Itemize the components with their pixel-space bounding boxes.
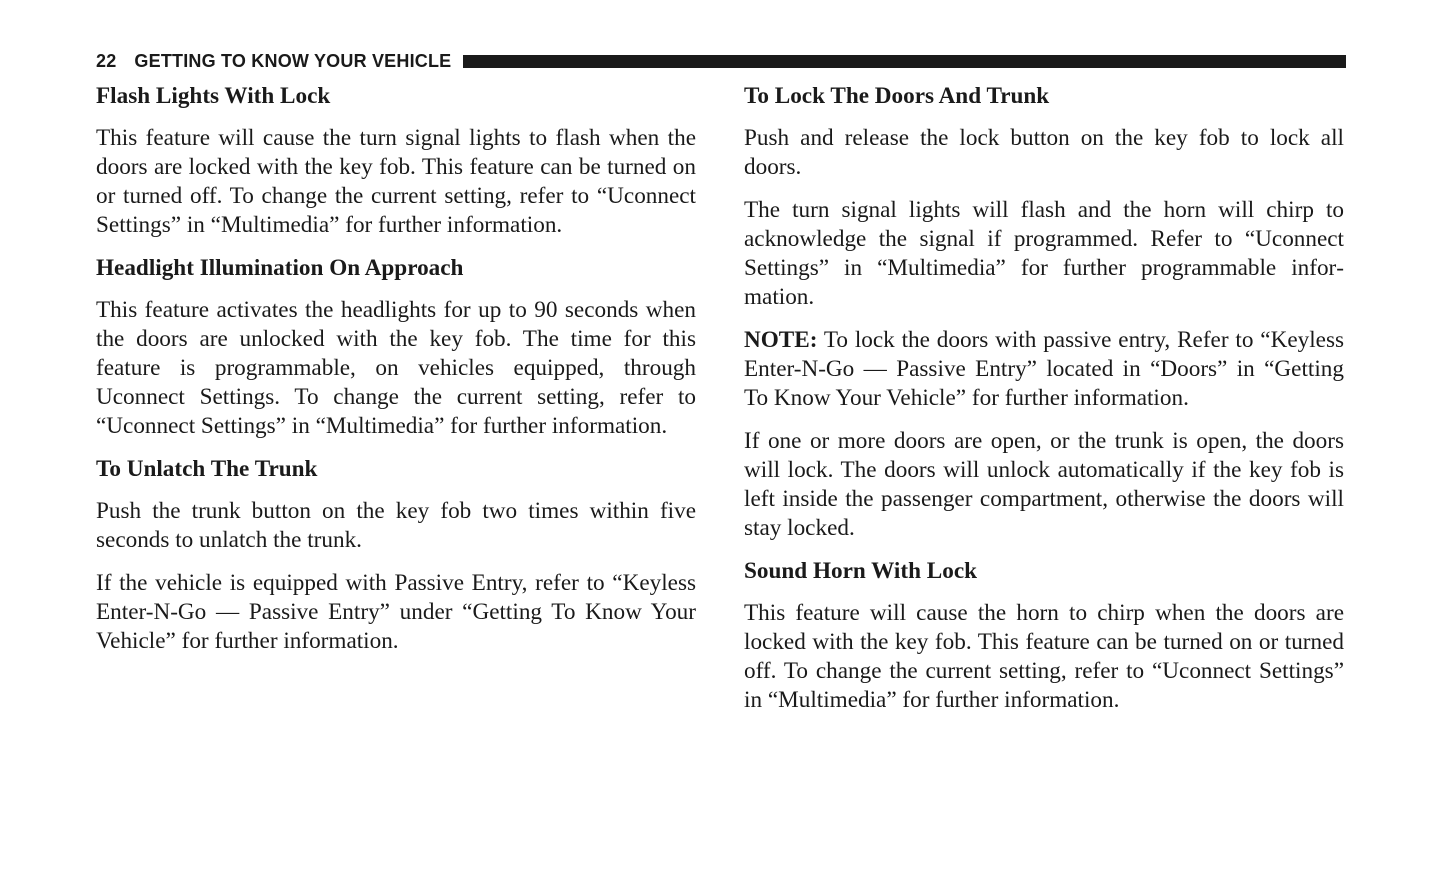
page-number: 22 xyxy=(96,50,117,71)
header-rule xyxy=(463,55,1346,68)
page-header xyxy=(96,50,1346,72)
heading-headlight-illumination: Headlight Illumination On Approach xyxy=(96,255,464,281)
paragraph-passive-entry: If the vehicle is equipped with Passive Entry, refer to “Keyless Enter-N-Go — Passive Entry” under “Getting To Know Your Vehicle” for further information. xyxy=(96,570,696,654)
paragraph-sound-horn: This feature will cause the horn to chirp when the doors are locked with the key fob. This feature can be turned on or turned off. To change the current setting, refer to “Uconnect Settings” in “Multimedia” for further information. xyxy=(744,600,1344,713)
section-title: GETTING TO KNOW YOUR VEHICLE xyxy=(134,50,452,71)
note-label: NOTE: xyxy=(744,327,818,353)
note-text: To lock the doors with passive entry, Refer to “Keyless Enter-N-Go — Passive Entry” located in “Doors” in “Getting To Know Your Vehicle” for further information. xyxy=(744,327,1344,411)
heading-unlatch-trunk: To Unlatch The Trunk xyxy=(96,456,318,482)
heading-sound-horn: Sound Horn With Lock xyxy=(744,558,978,584)
paragraph-doors-open: If one or more doors are open, or the trunk is open, the doors will lock. The doors will unlock automatically if the key fob is left inside the passenger compartment, otherwise the doors will stay locked. xyxy=(744,428,1344,541)
left-column xyxy=(96,82,696,670)
paragraph-unlatch-trunk: Push the trunk button on the key fob two times within five seconds to unlatch the trunk. xyxy=(96,498,696,553)
paragraph-headlight-illumination: This feature activates the headlights for up to 90 seconds when the doors are unlocked with the key fob. The time for this feature is programmable, on vehicles equipped, through Uconnect Settings. To change the current setting, refer to “Uconnect Settings” in “Multimedia” for further information. xyxy=(96,297,696,439)
heading-flash-lights: Flash Lights With Lock xyxy=(96,83,331,109)
paragraph-lock-doors: Push and release the lock button on the key fob to lock all doors. xyxy=(744,125,1344,180)
paragraph-turn-signal: The turn signal lights will flash and the horn will chirp to acknowledge the signal if programmed. Refer to “Uconnect Settings” in “Multimedia” for further programmable information. xyxy=(744,197,1344,310)
heading-lock-doors: To Lock The Doors And Trunk xyxy=(744,83,1050,109)
right-column xyxy=(744,82,1344,729)
note-paragraph xyxy=(744,326,1344,413)
paragraph-flash-lights: This feature will cause the turn signal lights to flash when the doors are locked with the key fob. This feature can be turned on or turned off. To change the current setting, refer to “Uconnect Settings” in “Multimedia” for further information. xyxy=(96,125,696,238)
